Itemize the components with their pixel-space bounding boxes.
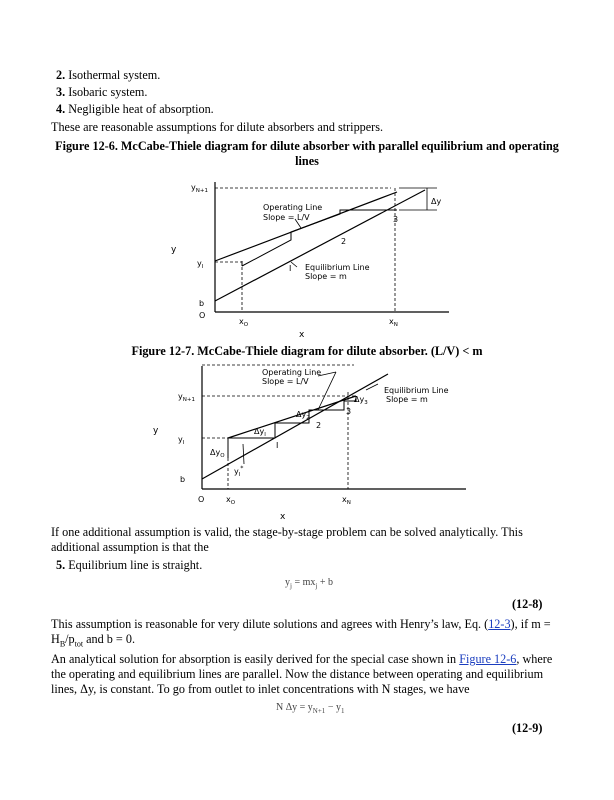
fig7-label-b: b — [180, 475, 186, 484]
fig7-label-xN: $x_N$ — [342, 495, 351, 506]
link-eq-12-3[interactable]: 12-3 — [488, 617, 511, 631]
fig7-op-slope-label: Slope = L/V — [262, 377, 309, 386]
fig7-label-origin: O — [198, 495, 205, 504]
equation-12-9: N $\Delta y = y_{N+1} - y_1$ — [276, 702, 345, 715]
fig7-stage-1: I — [276, 441, 279, 450]
fig6-label-origin: O — [199, 311, 206, 320]
fig6-label-y1: $y_I$ — [197, 259, 204, 270]
fig6-label-x: x — [299, 330, 305, 340]
equation-12-9-number: (12-9) — [512, 721, 543, 735]
fig7-label-x0: $x_O$ — [226, 495, 236, 506]
paragraph-additional-assumption: If one additional assumption is valid, the stage-by-stage problem can be solved analytically. This additional assumption is that the — [51, 525, 523, 554]
list-item-5: 5. Equilibrium line is straight. — [56, 558, 203, 572]
fig7-label-yN1: $y_{N+1}$ — [178, 392, 195, 403]
figure-12-6-diagram — [165, 176, 455, 341]
fig7-delta-y1: $\Delta y_I$ — [254, 427, 266, 438]
link-figure-12-6[interactable]: Figure 12-6 — [459, 652, 517, 666]
fig7-stage-2: 2 — [316, 421, 322, 430]
fig7-equilibrium-line — [202, 374, 388, 479]
list-item-2: 2. Isothermal system. — [56, 68, 161, 82]
fig7-eq-line-label: Equilibrium Line — [384, 386, 449, 395]
fig6-op-slope-label: Slope = L/V — [263, 213, 310, 222]
fig7-label-x: x — [280, 512, 286, 522]
fig7-label-y: y — [153, 426, 159, 436]
fig6-label-y: y — [171, 245, 177, 255]
fig7-eq-slope-label: Slope = m — [386, 395, 428, 404]
fig6-op-line-label: Operating Line — [263, 203, 323, 212]
paragraph-henry-law: This assumption is reasonable for very dilute solutions and agrees with Henry’s law, Eq. (12-3), if m = $H_B/p_{tot}$ and b = 0. — [51, 617, 551, 649]
figure-12-6-caption: Figure 12-6. McCabe-Thiele diagram for dilute absorber with parallel equilibrium and operating lines — [55, 139, 559, 168]
fig6-delta-y-label: Δy — [431, 197, 442, 206]
fig6-stage-1: I — [289, 264, 292, 273]
fig7-label-yistar: $y_I^*$ — [234, 465, 244, 478]
list-item-4: 4. Negligible heat of absorption. — [56, 102, 214, 116]
fig7-stage-3: 3 — [346, 407, 352, 416]
fig6-stage-3: 3 — [393, 215, 399, 224]
fig7-op-line-label: Operating Line — [262, 368, 322, 377]
paragraph-analytical-solution: An analytical solution for absorption is easily derived for the special case shown in Figure 12-6, where the operating and equilibrium lines are parallel. Now the distance between operating and equilibrium lines, Δy, is constant. To go from outlet to inlet concentrations with N stages, we have — [51, 652, 553, 696]
paragraph-assumptions: These are reasonable assumptions for dilute absorbers and strippers. — [51, 120, 384, 134]
fig6-label-xN: $x_N$ — [389, 317, 398, 328]
fig6-label-x0: $x_O$ — [239, 317, 249, 328]
equation-12-8-number: (12-8) — [512, 597, 543, 611]
fig6-label-b: b — [199, 299, 205, 308]
equation-12-8: $y_j = mx_j + b$ — [285, 577, 333, 590]
fig7-delta-y0: $\Delta y_O$ — [210, 448, 225, 459]
figure-12-7-diagram — [148, 362, 468, 524]
figure-12-7-caption: Figure 12-7. McCabe-Thiele diagram for dilute absorber. (L/V) < m — [131, 344, 483, 358]
fig6-eq-line-label: Equilibrium Line — [305, 263, 370, 272]
fig7-label-y1: $y_I$ — [178, 435, 185, 446]
fig7-delta-y2: $\Delta y_2$ — [296, 410, 310, 421]
fig6-label-yN1: $y_{N+1}$ — [191, 183, 208, 194]
fig6-stage-2: 2 — [341, 237, 347, 246]
fig6-eq-slope-label: Slope = m — [305, 272, 347, 281]
list-item-3: 3. Isobaric system. — [56, 85, 148, 99]
fig7-delta-y3: $\Delta y_3$ — [354, 395, 368, 406]
